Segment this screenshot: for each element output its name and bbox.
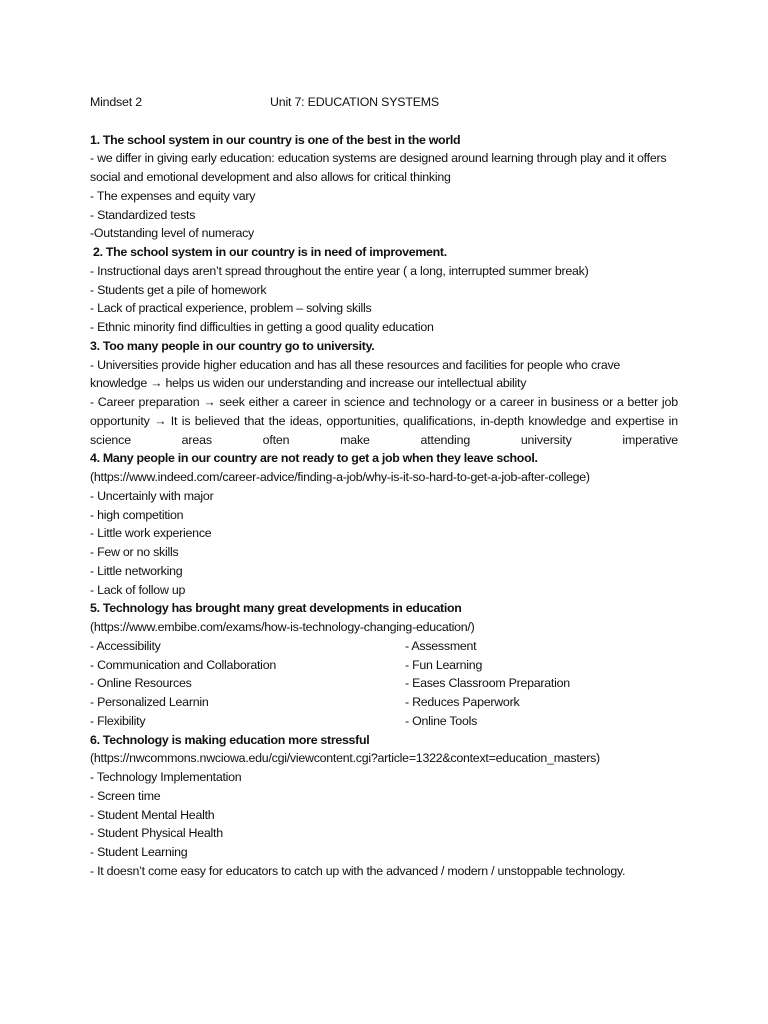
- section-1-item: - The expenses and equity vary: [90, 188, 256, 203]
- section-5-item: - Assessment: [405, 638, 477, 653]
- section-4-item: - Few or no skills: [90, 545, 179, 559]
- section-4-heading: 4. Many people in our country are not ready to get a job when they leave school.: [90, 451, 538, 466]
- section-5-item: - Communication and Collaboration: [90, 657, 276, 672]
- section-1-item: - Standardized tests: [90, 207, 196, 222]
- section-5-item: - Flexibility: [90, 713, 146, 728]
- section-6-source: (https://nwcommons.nwciowa.edu/cgi/viewcontent.cgi?article=1322&context=education_masters): [90, 751, 600, 766]
- section-5-item: - Accessibility: [90, 638, 161, 653]
- course-title: Mindset 2: [90, 95, 142, 109]
- section-5-item: - Eases Classroom Preparation: [405, 676, 570, 691]
- section-6-item: - Screen time: [90, 788, 161, 803]
- section-1-item: -Outstanding level of numeracy: [90, 226, 254, 241]
- section-4-item: - Uncertainly with major: [90, 488, 214, 503]
- section-5-item: - Fun Learning: [405, 657, 483, 672]
- section-3-paragraph: - Career preparation → seek either a career in science and technology or a career in business or a better job opportunity → It is believed that the ideas, opportunities, qualifications, in-depth knowledge and expertise in science areas often make attending university imperative: [90, 395, 678, 447]
- section-4-item: - Little networking: [90, 563, 183, 578]
- section-5-right-column: [405, 637, 570, 731]
- section-5-item: - Online Resources: [90, 676, 192, 691]
- unit-title: Unit 7: EDUCATION SYSTEMS: [270, 95, 439, 109]
- section-5-left-column: [90, 637, 405, 731]
- section-4-item: - Little work experience: [90, 526, 212, 541]
- section-5-source: (https://www.embibe.com/exams/how-is-technology-changing-education/): [90, 620, 475, 634]
- section-6-item: - Student Mental Health: [90, 807, 215, 822]
- section-5-item: - Online Tools: [405, 713, 478, 728]
- section-6-item: - It doesn’t come easy for educators to catch up with the advanced / modern / unstoppable technology.: [90, 863, 626, 878]
- section-3-paragraph: - Universities provide higher education and has all these resources and facilities for people who crave knowledge → helps us widen our understanding and increase our intellectual ability: [90, 357, 621, 391]
- section-4-item: - Lack of follow up: [90, 582, 186, 597]
- document-header: [90, 93, 678, 112]
- section-6-heading: 6. Technology is making education more stressful: [90, 732, 370, 747]
- section-1-heading: 1. The school system in our country is one of the best in the world: [90, 132, 461, 147]
- section-2-item: - Lack of practical experience, problem – solving skills: [90, 301, 372, 316]
- section-2-item: - Students get a pile of homework: [90, 282, 267, 297]
- section-4-item: - high competition: [90, 507, 184, 522]
- section-6-item: - Student Learning: [90, 845, 188, 859]
- section-2-heading: 2. The school system in our country is in need of improvement.: [93, 245, 447, 259]
- section-5-heading: 5. Technology has brought many great developments in education: [90, 601, 462, 616]
- document-body: [90, 93, 678, 881]
- section-6-item: - Student Physical Health: [90, 826, 223, 841]
- section-3-heading: 3. Too many people in our country go to university.: [90, 338, 375, 353]
- section-1-paragraph: - we differ in giving early education: education systems are designed around learning through play and it offers social and emotional development and also allows for critical thinking: [90, 151, 667, 184]
- section-4-source: (https://www.indeed.com/career-advice/finding-a-job/why-is-it-so-hard-to-get-a-job-after-college): [90, 470, 590, 484]
- section-6-item: - Technology Implementation: [90, 770, 242, 784]
- section-5-item: - Reduces Paperwork: [405, 695, 520, 709]
- section-2-item: - Ethnic minority find difficulties in getting a good quality education: [90, 320, 434, 334]
- section-2-item: - Instructional days aren’t spread throughout the entire year ( a long, interrupted summer break): [90, 263, 589, 278]
- section-5-item: - Personalized Learnin: [90, 695, 209, 709]
- section-5-columns: [90, 637, 678, 731]
